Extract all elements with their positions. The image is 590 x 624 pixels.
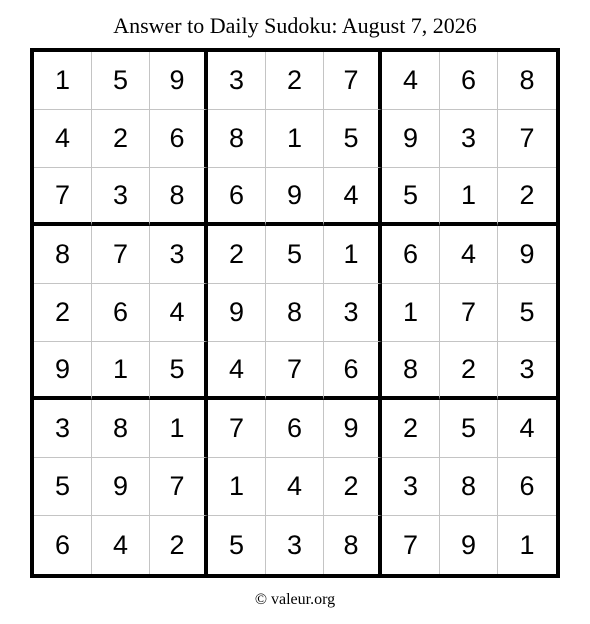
sudoku-cell: 8 [440, 458, 498, 516]
sudoku-cell: 2 [92, 110, 150, 168]
sudoku-cell: 6 [382, 226, 440, 284]
sudoku-cell: 2 [34, 284, 92, 342]
sudoku-cell: 8 [498, 52, 556, 110]
sudoku-cell: 1 [92, 342, 150, 400]
sudoku-cell: 4 [150, 284, 208, 342]
sudoku-cell: 9 [150, 52, 208, 110]
sudoku-grid [30, 48, 560, 578]
sudoku-cell: 1 [266, 110, 324, 168]
sudoku-cell: 8 [266, 284, 324, 342]
sudoku-cell: 5 [208, 516, 266, 574]
sudoku-cell: 7 [440, 284, 498, 342]
sudoku-cell: 1 [208, 458, 266, 516]
sudoku-cell: 9 [266, 168, 324, 226]
sudoku-cell: 5 [324, 110, 382, 168]
sudoku-cell: 6 [324, 342, 382, 400]
sudoku-cell: 7 [208, 400, 266, 458]
sudoku-cell: 4 [266, 458, 324, 516]
sudoku-cell: 5 [266, 226, 324, 284]
sudoku-cell: 9 [34, 342, 92, 400]
sudoku-cell: 5 [382, 168, 440, 226]
sudoku-cell: 9 [208, 284, 266, 342]
sudoku-cell: 7 [150, 458, 208, 516]
sudoku-cell: 8 [150, 168, 208, 226]
sudoku-cell: 1 [34, 52, 92, 110]
sudoku-cell: 2 [324, 458, 382, 516]
sudoku-cell: 2 [498, 168, 556, 226]
sudoku-cell: 1 [440, 168, 498, 226]
sudoku-cell: 8 [34, 226, 92, 284]
sudoku-cell: 2 [440, 342, 498, 400]
sudoku-cell: 4 [34, 110, 92, 168]
sudoku-cell: 9 [382, 110, 440, 168]
sudoku-cell: 3 [382, 458, 440, 516]
sudoku-cell: 6 [34, 516, 92, 574]
sudoku-cell: 4 [92, 516, 150, 574]
sudoku-cell: 4 [324, 168, 382, 226]
sudoku-cell: 3 [150, 226, 208, 284]
sudoku-cell: 2 [208, 226, 266, 284]
sudoku-cell: 7 [266, 342, 324, 400]
sudoku-cell: 5 [92, 52, 150, 110]
sudoku-cell: 5 [150, 342, 208, 400]
sudoku-cell: 5 [34, 458, 92, 516]
sudoku-cell: 3 [440, 110, 498, 168]
sudoku-cell: 4 [440, 226, 498, 284]
sudoku-cell: 7 [92, 226, 150, 284]
sudoku-cell: 7 [324, 52, 382, 110]
sudoku-cell: 3 [208, 52, 266, 110]
page-title: Answer to Daily Sudoku: August 7, 2026 [113, 13, 477, 38]
sudoku-cell: 4 [382, 52, 440, 110]
sudoku-cell: 9 [440, 516, 498, 574]
copyright-footer: © valeur.org [254, 591, 336, 608]
sudoku-cell: 8 [92, 400, 150, 458]
sudoku-cell: 9 [498, 226, 556, 284]
sudoku-cell: 6 [498, 458, 556, 516]
sudoku-cell: 1 [324, 226, 382, 284]
sudoku-cell: 6 [208, 168, 266, 226]
sudoku-cell: 7 [34, 168, 92, 226]
sudoku-cell: 1 [519, 529, 535, 560]
sudoku-cell: 6 [150, 110, 208, 168]
sudoku-cell: 6 [266, 400, 324, 458]
sudoku-cell: 2 [382, 400, 440, 458]
sudoku-cell: 9 [92, 458, 150, 516]
sudoku-cell: 9 [324, 400, 382, 458]
sudoku-cell: 3 [266, 516, 324, 574]
sudoku-cell: 8 [208, 110, 266, 168]
sudoku-cell: 1 [150, 400, 208, 458]
sudoku-cell: 4 [498, 400, 556, 458]
sudoku-cell: 1 [382, 284, 440, 342]
sudoku-cell: 7 [498, 110, 556, 168]
sudoku-cell: 8 [382, 342, 440, 400]
sudoku-cell: 3 [324, 284, 382, 342]
sudoku-cell: 4 [208, 342, 266, 400]
sudoku-cell: 3 [498, 342, 556, 400]
sudoku-cell: 5 [440, 400, 498, 458]
sudoku-cell: 6 [92, 284, 150, 342]
sudoku-cell: 7 [382, 516, 440, 574]
sudoku-cell: 2 [266, 52, 324, 110]
sudoku-cell: 2 [150, 516, 208, 574]
sudoku-cell: 5 [498, 284, 556, 342]
sudoku-cell: 3 [34, 400, 92, 458]
sudoku-cell: 3 [92, 168, 150, 226]
sudoku-cell: 8 [324, 516, 382, 574]
sudoku-cell: 6 [440, 52, 498, 110]
